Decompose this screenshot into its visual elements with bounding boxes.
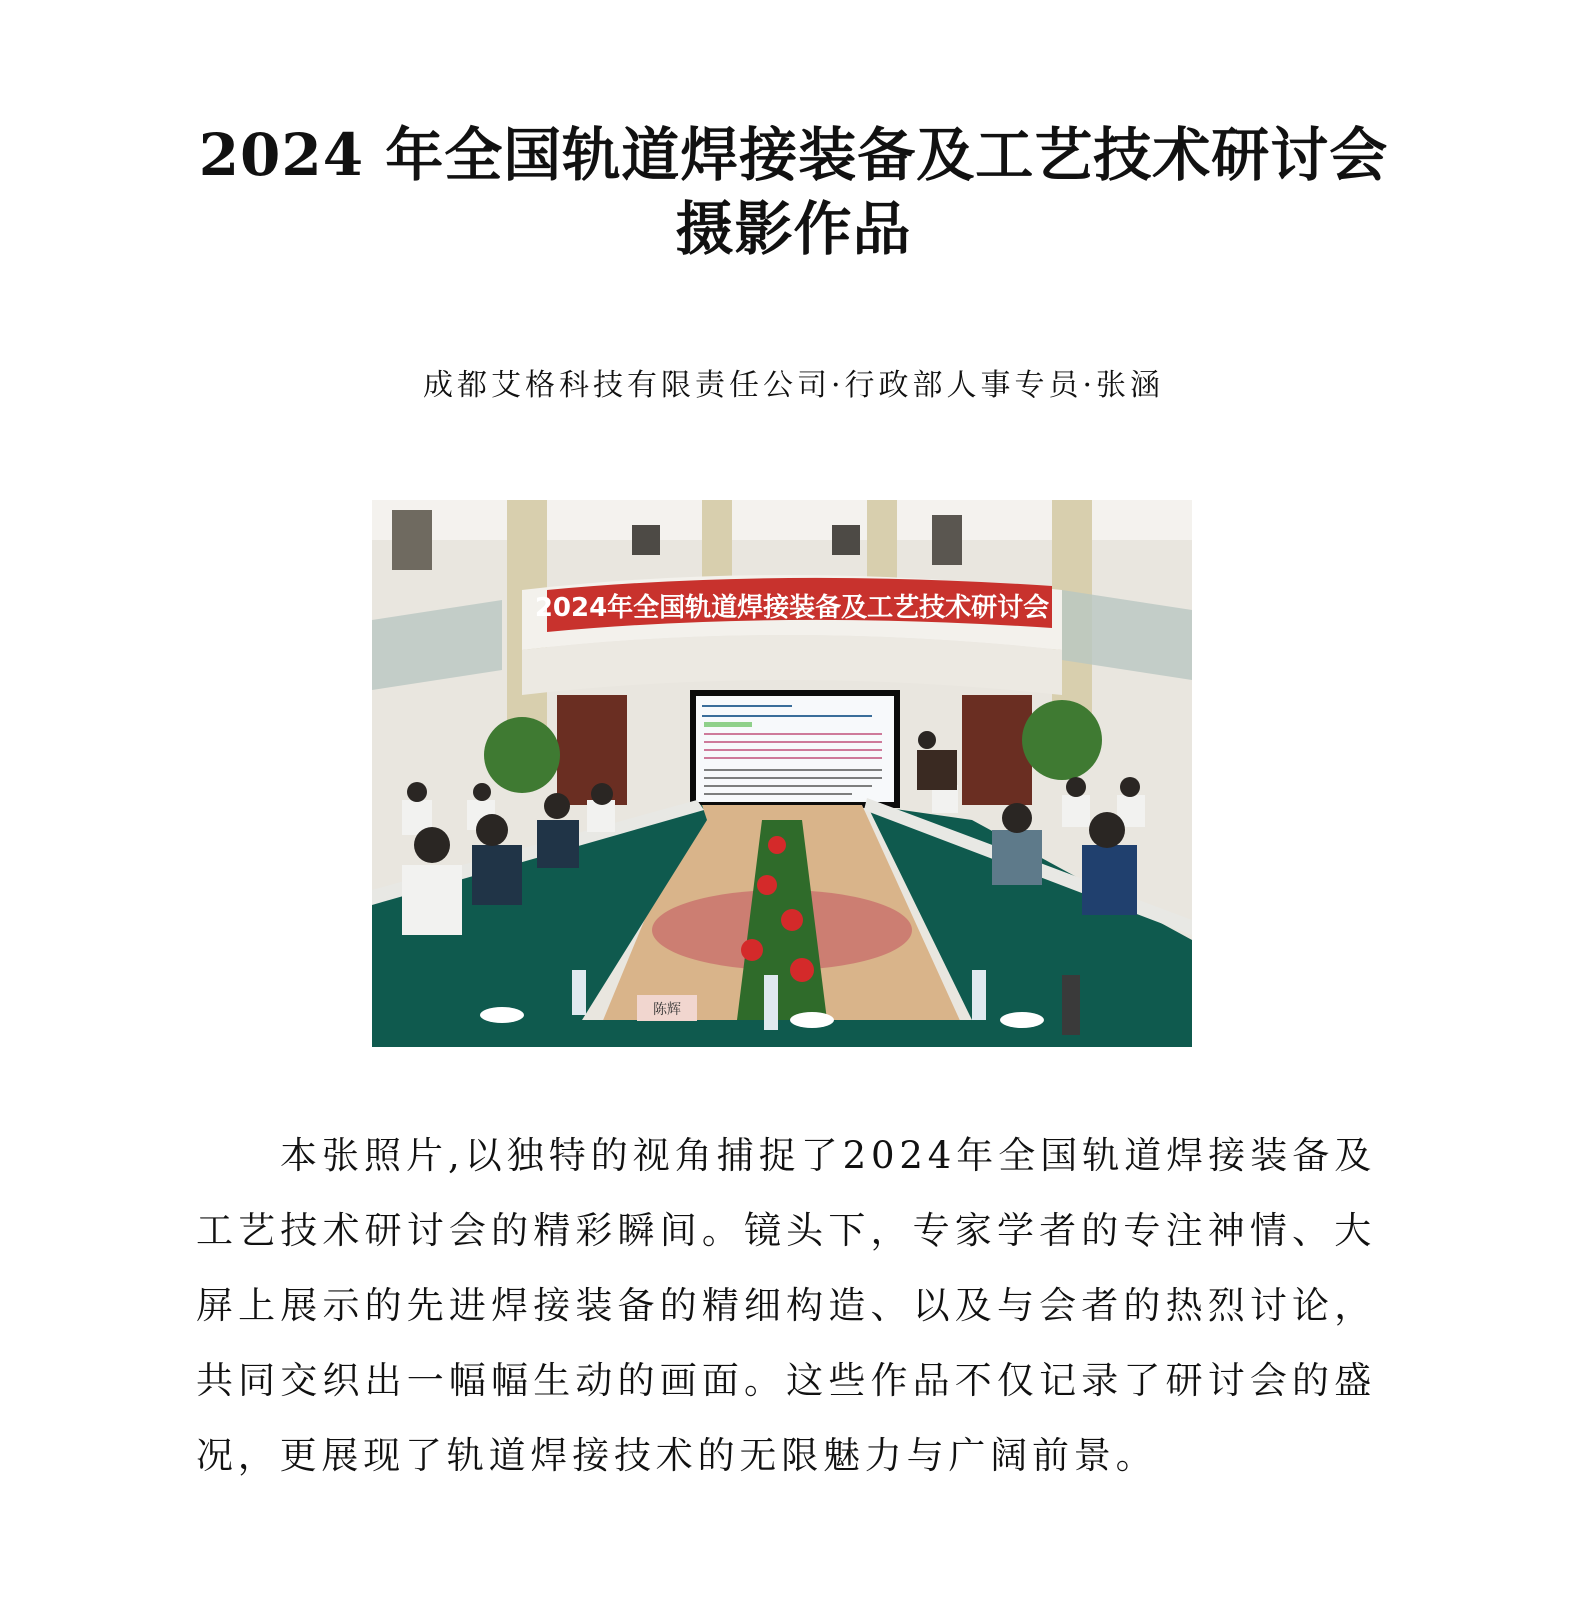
title-line-1: 2024 年全国轨道焊接装备及工艺技术研讨会 bbox=[198, 121, 1389, 189]
banner-text: 2024年全国轨道焊接装备及工艺技术研讨会 bbox=[534, 593, 1050, 623]
description-paragraph: 本张照片,以独特的视角捕捉了2024年全国轨道焊接装备及工艺技术研讨会的精彩瞬间。镜头下，专家学者的专注神情、大屏上展示的先进焊接装备的精细构造、以及与会者的热烈讨论，共同交织出一幅幅生动的画面。这些作品不仅记录了研讨会的盛况，更展现了轨道焊接技术的无限魅力与广阔前景。 bbox=[196, 1134, 1376, 1477]
title-line-2: 摄影作品 bbox=[675, 195, 912, 263]
conference-photo bbox=[372, 500, 1192, 1047]
nameplate-text: 陈辉 bbox=[653, 1002, 681, 1018]
page-title bbox=[120, 118, 1467, 266]
author-byline: 成都艾格科技有限责任公司·行政部人事专员·张涵 bbox=[422, 368, 1165, 403]
conference-photo-illustration bbox=[372, 500, 1192, 1047]
